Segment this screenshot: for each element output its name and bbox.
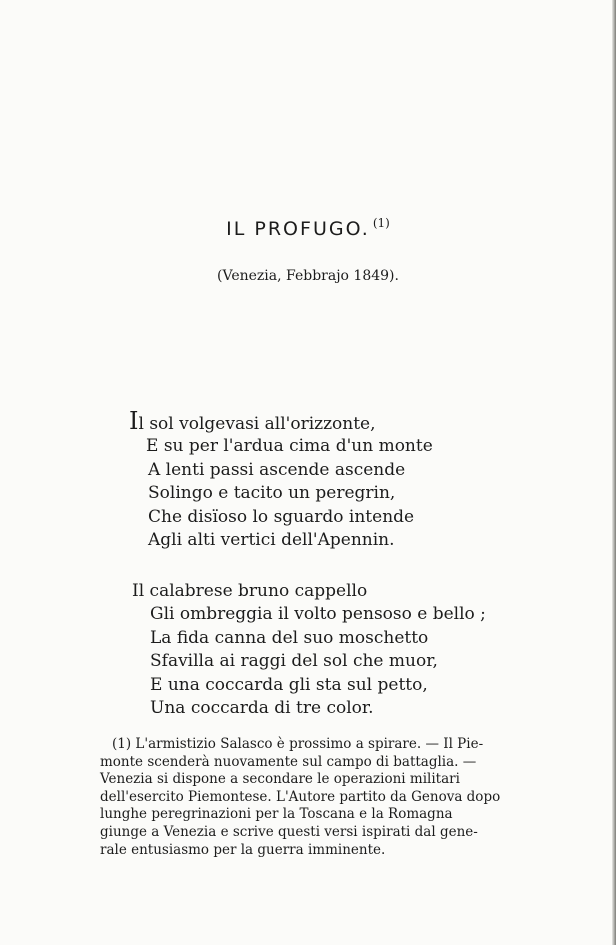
verse-line <box>129 407 376 437</box>
verse-line: Agli alti vertici dell'Apennin. <box>148 530 395 550</box>
verse-line: A lenti passi ascende ascende <box>148 460 406 480</box>
verse-line: La fida canna del suo moschetto <box>150 628 429 648</box>
verse-line: E su per l'ardua cima d'un monte <box>146 436 433 456</box>
verse-line-rest: l sol volgevasi all'orizzonte, <box>138 414 376 434</box>
poem-title-text: IL PROFUGO. <box>226 218 370 240</box>
verse-line: Una coccarda di tre color. <box>150 698 374 718</box>
initial-letter: I <box>129 407 139 435</box>
verse-line: Solingo e tacito un peregrin, <box>148 483 396 503</box>
verse-line: Sfavilla ai raggi del sol che muor, <box>150 651 438 671</box>
footnote-line: (1) L'armistizio Salasco è prossimo a spirare. — Il Pie- <box>112 736 484 752</box>
footnote-reference: (1) <box>372 216 390 230</box>
poem-dateline: (Venezia, Febbrajo 1849). <box>217 268 399 284</box>
footnote-line: monte scenderà nuovamente sul campo di battaglia. — <box>100 753 477 770</box>
verse-line: E una coccarda gli sta sul petto, <box>150 675 428 695</box>
verse-line: Gli ombreggia il volto pensoso e bello ; <box>150 604 486 624</box>
verse-line: Il calabrese bruno cappello <box>132 581 368 601</box>
footnote-line: lunghe peregrinazioni per la Toscana e la Romagna <box>100 806 453 823</box>
footnote-line: rale entusiasmo per la guerra imminente. <box>100 841 386 858</box>
page-edge-shadow <box>612 0 616 945</box>
footnote <box>100 736 560 859</box>
footnote-line: giunge a Venezia e scrive questi versi ispirati dal gene- <box>100 823 478 840</box>
footnote-line: Venezia si dispone a secondare le operazioni militari <box>100 771 460 788</box>
poem-title <box>0 216 616 240</box>
verse-line: Che disïoso lo sguardo intende <box>148 507 415 527</box>
footnote-line: dell'esercito Piemontese. L'Autore partito da Genova dopo <box>100 788 501 805</box>
